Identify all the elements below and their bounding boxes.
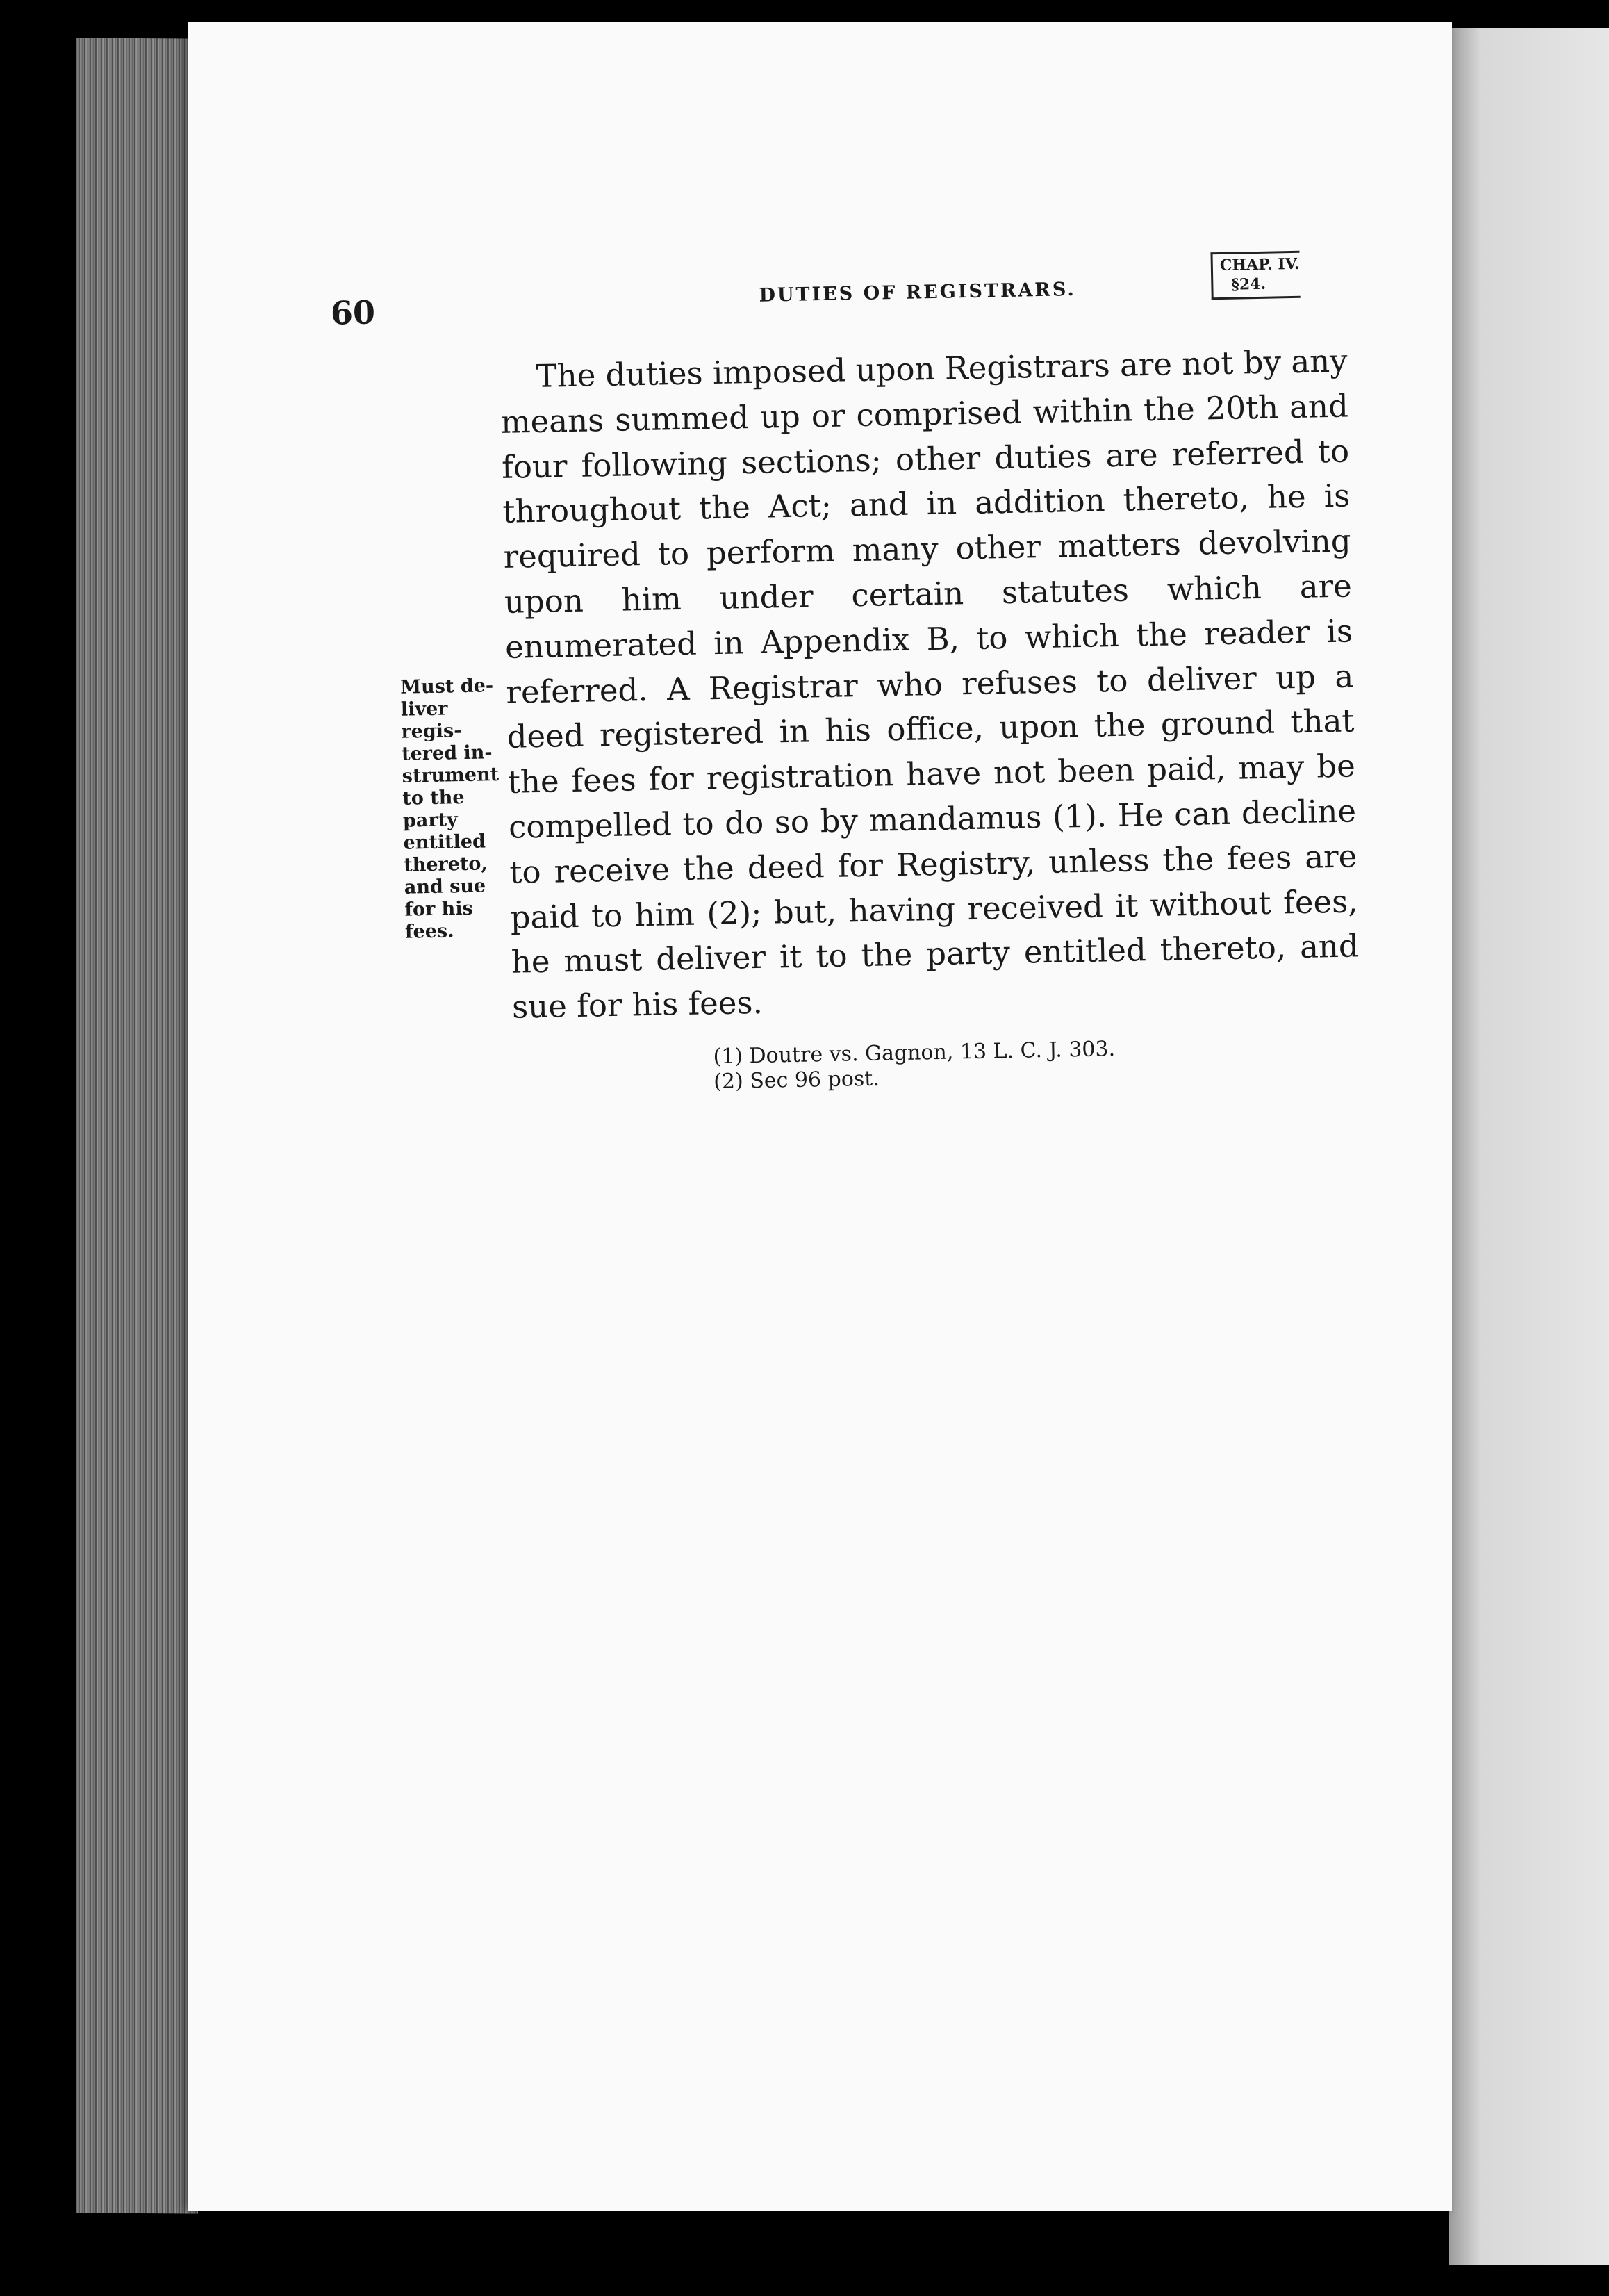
book-page: [188, 22, 1452, 2211]
margin-note-line: thereto,: [403, 853, 488, 876]
page-content: [188, 10, 1494, 2223]
margin-note-line: fees.: [404, 920, 454, 943]
body-paragraph: The duties imposed upon Registrars are not by any means summed up or comprised within the 20th and four following sections; other duties are referred to throughout the Act; and in addition thereto, he is required to perform many other matters devolving upon him under certain statutes which are enumerated in Appendix B, to which the reader is referred. A Registrar who refuses to deliver up a deed registered in his office, upon the ground that the fees for registration have not been paid, may be compelled to do so by mandamus (1). He can decline to receive the deed for Registry, unless the fees are paid to him (2); but, having received it without fees, he must deliver it to the party entitled thereto, and sue for his fees.: [500, 342, 1360, 1026]
chapter-reference: [1210, 251, 1300, 300]
margin-note-line: Must de-: [399, 675, 494, 698]
footnotes: [713, 1037, 1116, 1094]
margin-note-line: to the: [402, 787, 465, 810]
chapter-label: CHAP. IV.: [1219, 254, 1300, 275]
page-number: 60: [330, 293, 376, 332]
margin-note-line: tered in-: [401, 741, 493, 765]
margin-note-line: strument: [402, 764, 500, 787]
margin-note-line: entitled: [403, 830, 486, 854]
margin-note-line: for his: [404, 897, 474, 921]
section-label: §24.: [1231, 274, 1266, 294]
margin-note-line: party: [402, 809, 459, 832]
footnote-1: (1) Doutre vs. Gagnon, 13 L. C. J. 303.: [713, 1037, 1116, 1069]
margin-note-line: and sue: [404, 875, 486, 899]
margin-note-line: liver regis-: [400, 698, 462, 743]
footnote-2: (2) Sec 96 post.: [713, 1066, 880, 1094]
margin-note: [400, 675, 509, 944]
page-stack-edges: [76, 38, 198, 2213]
running-head: DUTIES OF REGISTRARS.: [759, 278, 1077, 306]
